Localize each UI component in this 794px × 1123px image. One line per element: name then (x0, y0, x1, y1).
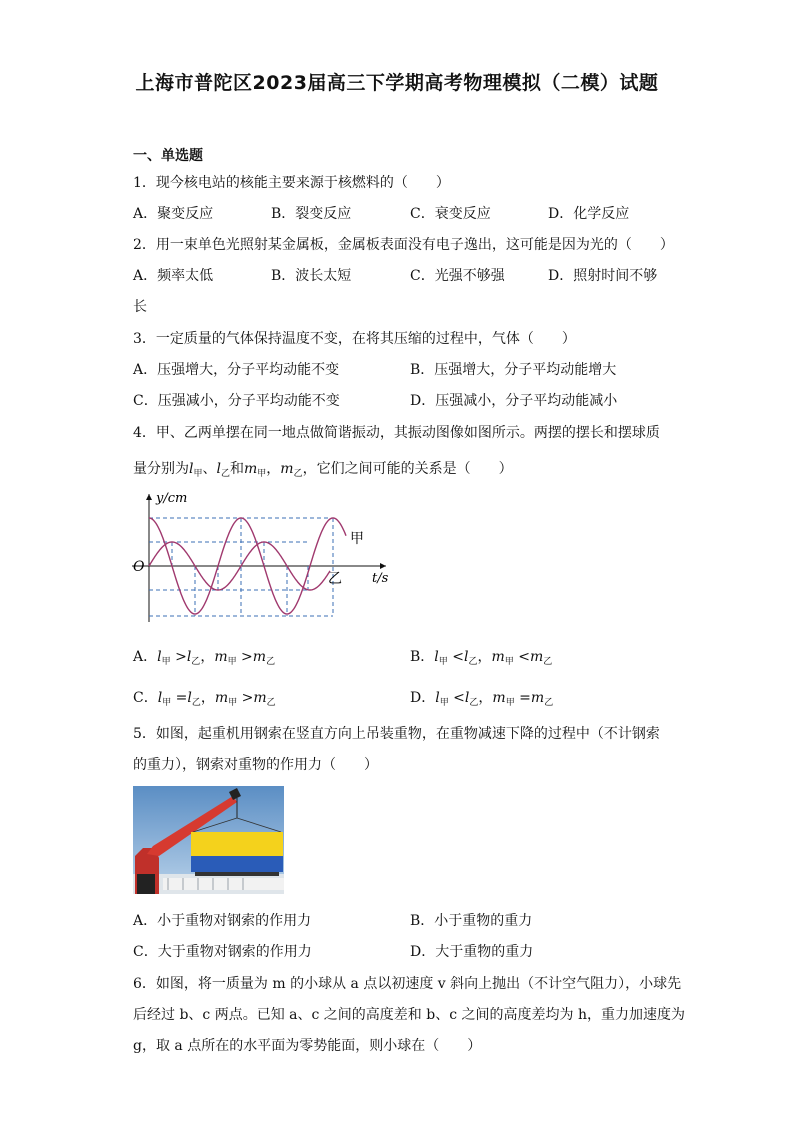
question-6-line2: 后经过 b、c 两点。已知 a、c 之间的高度差和 b、c 之间的高度差均为 h，重力加速度为 (133, 1007, 685, 1023)
q3-option-a: A．压强增大，分子平均动能不变 (133, 362, 340, 378)
q3-option-b: B．压强增大，分子平均动能增大 (410, 362, 617, 378)
q1-option-d: D．化学反应 (548, 206, 630, 222)
q5-option-c: C．大于重物对钢索的作用力 (133, 944, 312, 960)
subscript-yi: 乙 (220, 469, 230, 479)
conjunction: 和 (230, 461, 244, 477)
separator: 、 (202, 461, 217, 477)
q4-option-d: D．$l_甲 <l_乙$，$m_甲 =m_乙$ (410, 690, 554, 708)
symbol-m: m (244, 461, 258, 477)
subscript-yi: 乙 (293, 469, 303, 479)
origin-label: O (133, 559, 145, 575)
question-5-line1: 5．如图，起重机用钢索在竖直方向上吊装重物，在重物减速下降的过程中（不计钢索 (133, 726, 660, 742)
subscript-jia: 甲 (193, 469, 203, 479)
q2-option-d: D．照射时间不够 (548, 268, 658, 284)
question-6-line3: g，取 a 点所在的水平面为零势能面，则小球在（ ） (133, 1038, 482, 1054)
separator: ， (266, 461, 281, 477)
label-yi: 乙 (328, 571, 342, 587)
q1-option-b: B．裂变反应 (271, 206, 352, 222)
symbol-l: l (189, 461, 194, 477)
question-4-line1: 4．甲、乙两单摆在同一地点做简谐振动，其振动图像如图所示。两摆的摆长和摆球质 (133, 425, 660, 441)
label-jia: 甲 (350, 531, 364, 547)
question-5-line2: 的重力），钢索对重物的作用力（ ） (133, 757, 378, 773)
t-axis-label: t/s (372, 571, 389, 586)
section-title: 一、单选题 (133, 148, 203, 164)
q1-option-c: C．衰变反应 (410, 206, 491, 222)
q1-option-a: A．聚变反应 (133, 206, 214, 222)
q5-option-b: B．小于重物的重力 (410, 913, 533, 929)
q2-option-a: A．频率太低 (133, 268, 214, 284)
question-6-line1: 6．如图，将一质量为 m 的小球从 a 点以初速度 v 斜向上抛出（不计空气阻力），小球先 (133, 976, 682, 992)
q2-option-d-wrap: 长 (133, 299, 147, 315)
subscript-jia: 甲 (257, 469, 267, 479)
q5-option-a: A．小于重物对钢索的作用力 (133, 913, 312, 929)
q4-line2-suffix: ，它们之间可能的关系是（ ） (302, 461, 513, 477)
q4-option-c: C．$l_甲 =l_乙$，$m_甲 >m_乙$ (133, 690, 276, 708)
question-4-line2 (133, 458, 513, 479)
question-1-text: 1．现今核电站的核能主要来源于核燃料的（ ） (133, 175, 450, 191)
symbol-m: m (280, 461, 294, 477)
q2-option-c: C．光强不够强 (410, 268, 505, 284)
vibration-graph (128, 486, 398, 626)
q3-option-d: D．压强减小，分子平均动能减小 (410, 393, 618, 409)
q3-option-c: C．压强减小，分子平均动能不变 (133, 393, 340, 409)
q4-option-a: A．$l_甲 >l_乙$，$m_甲 >m_乙$ (133, 649, 276, 667)
q5-option-d: D．大于重物的重力 (410, 944, 534, 960)
question-2-text: 2．用一束单色光照射某金属板，金属板表面没有电子逸出，这可能是因为光的（ ） (133, 237, 674, 253)
crane-photo (133, 786, 284, 894)
y-axis-label: y/cm (156, 491, 188, 506)
q4-line2-prefix: 量分别为 (133, 461, 189, 477)
q2-option-b: B．波长太短 (271, 268, 352, 284)
q4-option-b: B．$l_甲 <l_乙$，$m_甲 <m_乙$ (410, 649, 553, 667)
symbol-l: l (216, 461, 221, 477)
page-title: 上海市普陀区2023届高三下学期高考物理模拟（二模）试题 (135, 72, 659, 94)
question-3-text: 3．一定质量的气体保持温度不变，在将其压缩的过程中，气体（ ） (133, 331, 576, 347)
